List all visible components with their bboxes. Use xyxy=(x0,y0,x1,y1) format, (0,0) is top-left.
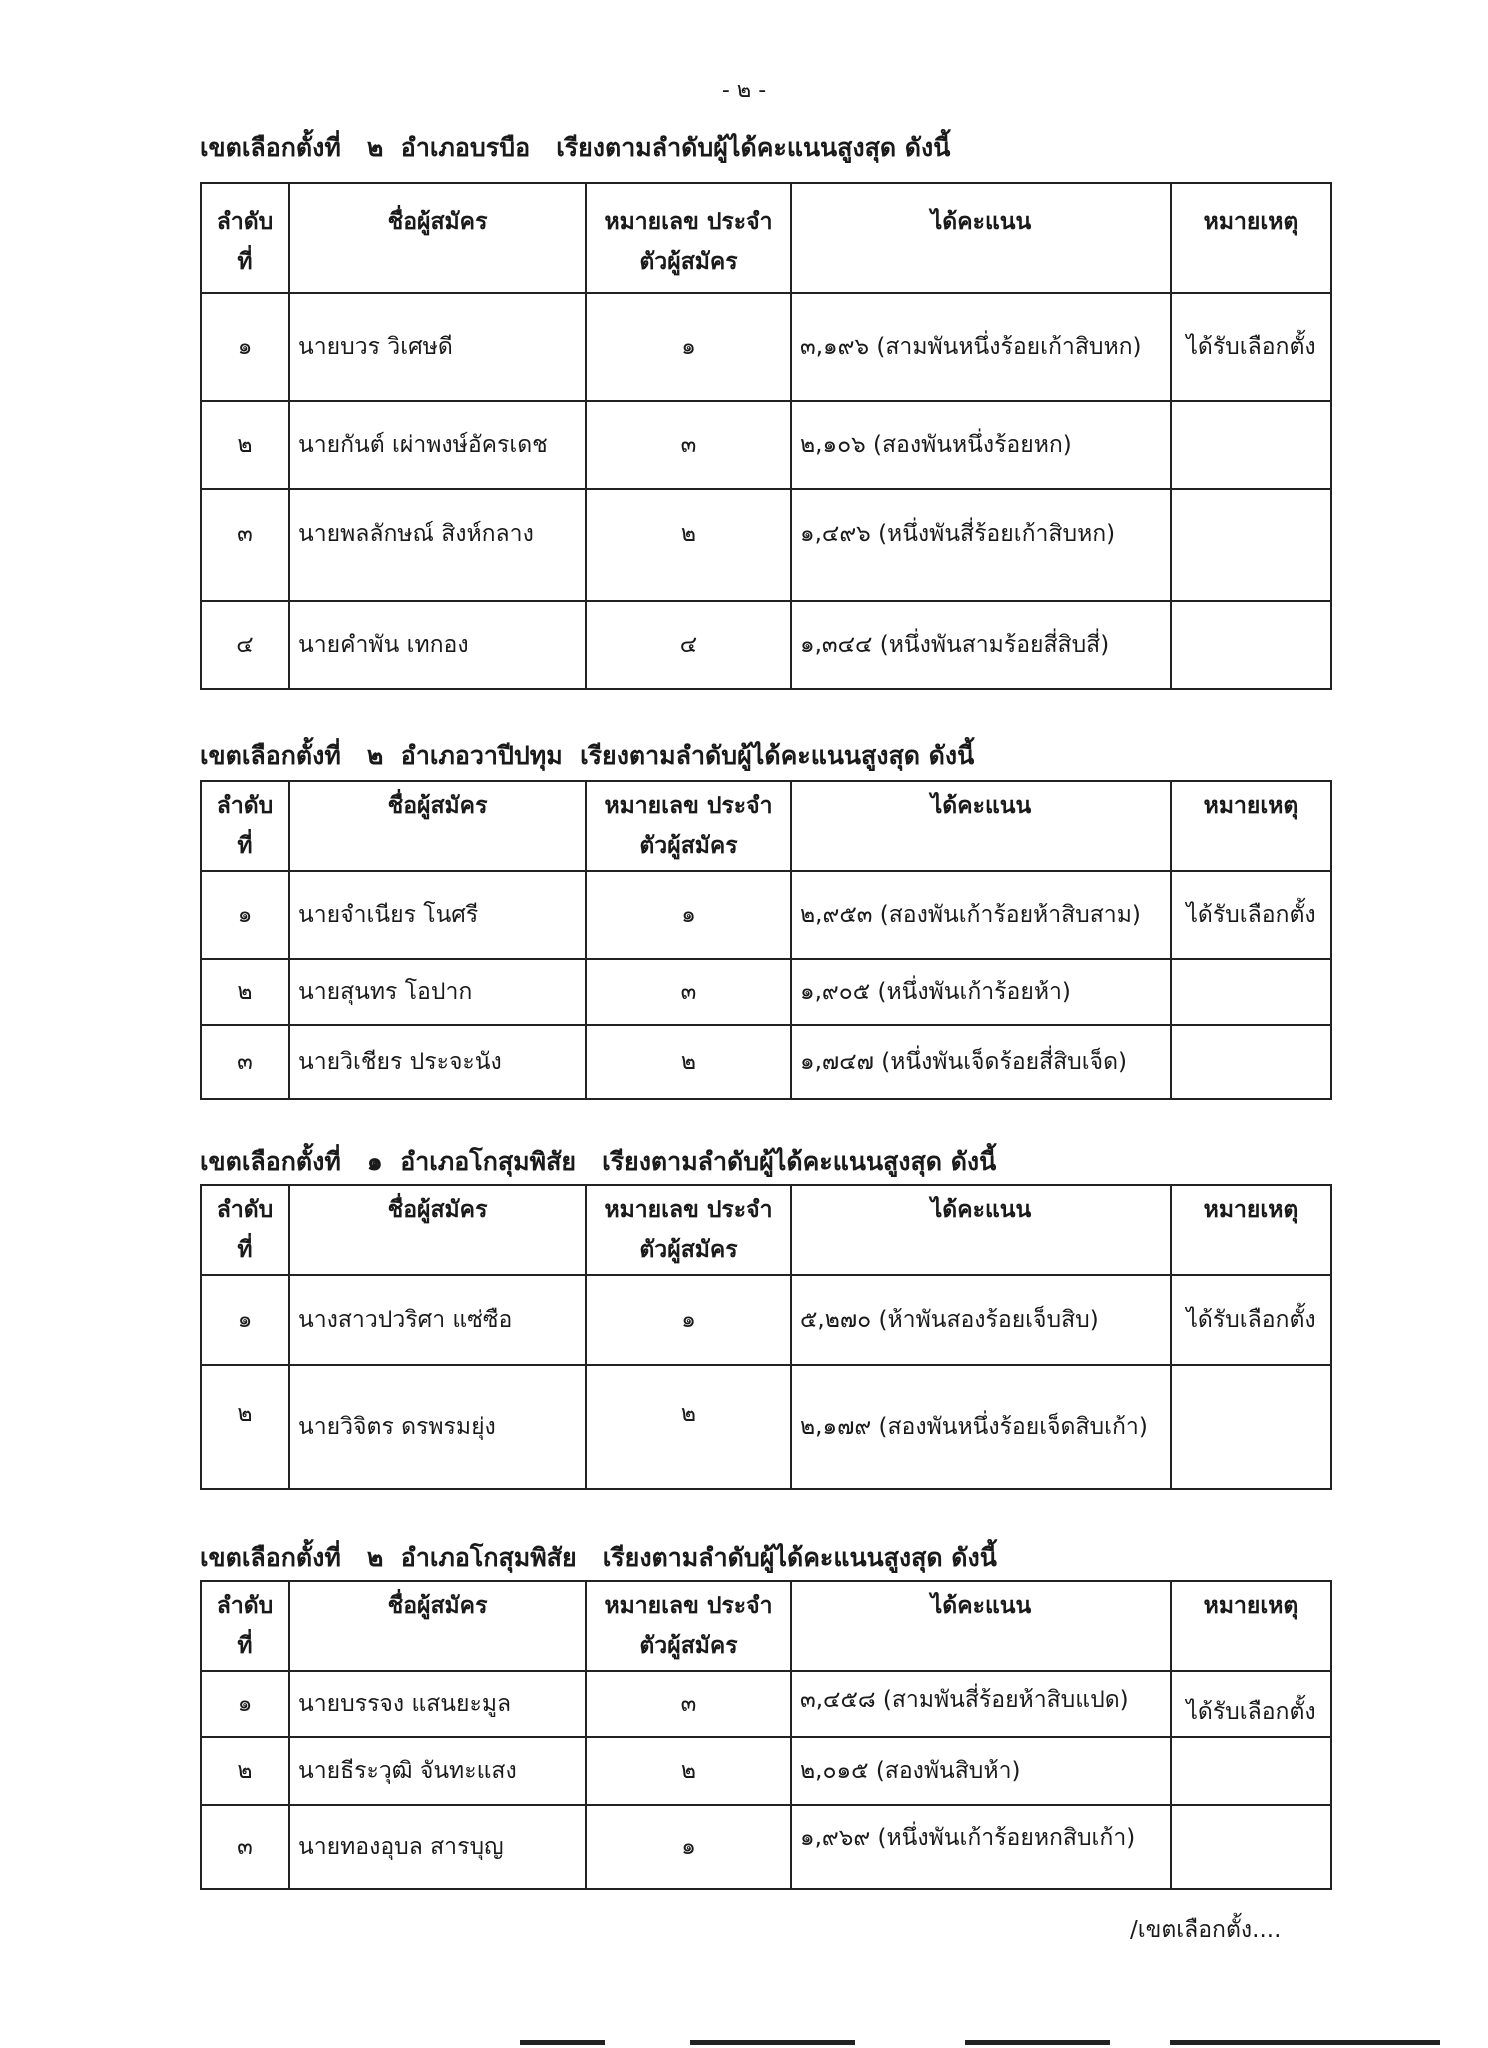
rank-cell: ๒ xyxy=(201,401,289,489)
remark-cell xyxy=(1171,1737,1331,1805)
page-number: - ๒ - xyxy=(721,78,767,103)
number-cell: ๔ xyxy=(586,601,791,689)
votes-cell: ๑,๓๔๔ (หนึ่งพันสามร้อยสี่สิบสี่) xyxy=(791,601,1171,689)
votes-cell: ๓,๑๙๖ (สามพันหนึ่งร้อยเก้าสิบหก) xyxy=(791,293,1171,401)
rank-cell: ๒ xyxy=(201,1365,289,1489)
table-row xyxy=(201,601,1331,689)
rank-cell: ๔ xyxy=(201,601,289,689)
remark-cell xyxy=(1171,1365,1331,1489)
header-rank: ลำดับ ที่ xyxy=(201,183,289,293)
header-name: ชื่อผู้สมัคร xyxy=(289,1581,586,1671)
rank-cell: ๓ xyxy=(201,1805,289,1889)
votes-cell: ๒,๐๑๕ (สองพันสิบห้า) xyxy=(791,1737,1171,1805)
name-cell: นายวิเชียร ประจะนัง xyxy=(289,1025,586,1099)
scan-mark xyxy=(690,2040,855,2045)
table-row xyxy=(201,959,1331,1025)
scan-mark xyxy=(1170,2040,1440,2045)
remark-cell xyxy=(1171,959,1331,1025)
table-row xyxy=(201,401,1331,489)
votes-cell: ๒,๙๕๓ (สองพันเก้าร้อยห้าสิบสาม) xyxy=(791,871,1171,959)
number-cell: ๑ xyxy=(586,871,791,959)
section-heading: เขตเลือกตั้งที่ ๒ อำเภอโกสุมพิสัย เรียงตามลำดับผู้ได้คะแนนสูงสุด ดังนี้ xyxy=(200,1543,997,1572)
name-cell: นายวิจิตร ดรพรมยุ่ง xyxy=(289,1365,586,1489)
name-cell: นายจำเนียร โนศรี xyxy=(289,871,586,959)
rank-cell: ๑ xyxy=(201,1671,289,1737)
header-rank: ลำดับ ที่ xyxy=(201,1581,289,1671)
table-header-row xyxy=(201,183,1331,293)
scan-mark xyxy=(520,2040,605,2045)
table-row xyxy=(201,1671,1331,1737)
section-heading: เขตเลือกตั้งที่ ๒ อำเภอวาปีปทุม เรียงตามลำดับผู้ได้คะแนนสูงสุด ดังนี้ xyxy=(200,741,975,770)
votes-cell: ๕,๒๗๐ (ห้าพันสองร้อยเจ็บสิบ) xyxy=(791,1275,1171,1365)
table-row xyxy=(201,1365,1331,1489)
name-cell: นายบวร วิเศษดี xyxy=(289,293,586,401)
votes-cell: ๒,๑๗๙ (สองพันหนึ่งร้อยเจ็ดสิบเก้า) xyxy=(791,1365,1171,1489)
header-name: ชื่อผู้สมัคร xyxy=(289,1185,586,1275)
votes-cell: ๑,๔๙๖ (หนึ่งพันสี่ร้อยเก้าสิบหก) xyxy=(791,489,1171,601)
name-cell: นางสาวปวริศา แซ่ซือ xyxy=(289,1275,586,1365)
votes-cell: ๒,๑๐๖ (สองพันหนึ่งร้อยหก) xyxy=(791,401,1171,489)
header-number: หมายเลข ประจำตัวผู้สมัคร xyxy=(586,1581,791,1671)
votes-cell: ๑,๙๖๙ (หนึ่งพันเก้าร้อยหกสิบเก้า) xyxy=(791,1805,1171,1889)
rank-cell: ๓ xyxy=(201,489,289,601)
remark-cell: ได้รับเลือกตั้ง xyxy=(1171,1671,1331,1737)
rank-cell: ๑ xyxy=(201,293,289,401)
number-cell: ๓ xyxy=(586,401,791,489)
header-remark: หมายเหตุ xyxy=(1171,781,1331,871)
rank-cell: ๒ xyxy=(201,1737,289,1805)
votes-cell: ๑,๙๐๕ (หนึ่งพันเก้าร้อยห้า) xyxy=(791,959,1171,1025)
section-heading: เขตเลือกตั้งที่ ๒ อำเภอบรบือ เรียงตามลำดับผู้ได้คะแนนสูงสุด ดังนี้ xyxy=(200,133,951,162)
header-votes: ได้คะแนน xyxy=(791,1185,1171,1275)
remark-cell xyxy=(1171,601,1331,689)
number-cell: ๓ xyxy=(586,959,791,1025)
number-cell: ๓ xyxy=(586,1671,791,1737)
rank-cell: ๑ xyxy=(201,1275,289,1365)
name-cell: นายคำพัน เทกอง xyxy=(289,601,586,689)
remark-cell: ได้รับเลือกตั้ง xyxy=(1171,1275,1331,1365)
section-heading: เขตเลือกตั้งที่ ๑ อำเภอโกสุมพิสัย เรียงตามลำดับผู้ได้คะแนนสูงสุด ดังนี้ xyxy=(200,1147,997,1176)
name-cell: นายธีระวุฒิ จันทะแสง xyxy=(289,1737,586,1805)
number-cell: ๑ xyxy=(586,1805,791,1889)
header-rank: ลำดับ ที่ xyxy=(201,781,289,871)
rank-cell: ๓ xyxy=(201,1025,289,1099)
header-remark: หมายเหตุ xyxy=(1171,183,1331,293)
header-number: หมายเลข ประจำตัวผู้สมัคร xyxy=(586,183,791,293)
table-header-row xyxy=(201,1581,1331,1671)
header-remark: หมายเหตุ xyxy=(1171,1581,1331,1671)
table-header-row xyxy=(201,781,1331,871)
name-cell: นายทองอุบล สารบุญ xyxy=(289,1805,586,1889)
table-row xyxy=(201,1805,1331,1889)
header-name: ชื่อผู้สมัคร xyxy=(289,183,586,293)
continuation-note: /เขตเลือกตั้ง.... xyxy=(1130,1917,1282,1943)
table-row xyxy=(201,489,1331,601)
number-cell: ๒ xyxy=(586,489,791,601)
votes-cell: ๓,๔๕๘ (สามพันสี่ร้อยห้าสิบแปด) xyxy=(791,1671,1171,1737)
results-table xyxy=(200,1184,1332,1490)
header-remark: หมายเหตุ xyxy=(1171,1185,1331,1275)
table-row xyxy=(201,1025,1331,1099)
rank-cell: ๑ xyxy=(201,871,289,959)
header-number: หมายเลข ประจำตัวผู้สมัคร xyxy=(586,1185,791,1275)
number-cell: ๒ xyxy=(586,1025,791,1099)
table-row xyxy=(201,871,1331,959)
header-votes: ได้คะแนน xyxy=(791,1581,1171,1671)
number-cell: ๒ xyxy=(586,1737,791,1805)
header-votes: ได้คะแนน xyxy=(791,781,1171,871)
header-votes: ได้คะแนน xyxy=(791,183,1171,293)
number-cell: ๒ xyxy=(586,1365,791,1489)
header-rank: ลำดับ ที่ xyxy=(201,1185,289,1275)
remark-cell xyxy=(1171,401,1331,489)
number-cell: ๑ xyxy=(586,1275,791,1365)
remark-cell: ได้รับเลือกตั้ง xyxy=(1171,871,1331,959)
header-number: หมายเลข ประจำตัวผู้สมัคร xyxy=(586,781,791,871)
scan-mark xyxy=(965,2040,1110,2045)
table-row xyxy=(201,1737,1331,1805)
results-table xyxy=(200,1580,1332,1890)
rank-cell: ๒ xyxy=(201,959,289,1025)
name-cell: นายสุนทร โอปาก xyxy=(289,959,586,1025)
remark-cell xyxy=(1171,489,1331,601)
header-name: ชื่อผู้สมัคร xyxy=(289,781,586,871)
name-cell: นายพลลักษณ์ สิงห์กลาง xyxy=(289,489,586,601)
results-table xyxy=(200,780,1332,1100)
table-header-row xyxy=(201,1185,1331,1275)
name-cell: นายกันต์ เผ่าพงษ์อัครเดช xyxy=(289,401,586,489)
table-row xyxy=(201,293,1331,401)
remark-cell xyxy=(1171,1805,1331,1889)
votes-cell: ๑,๗๔๗ (หนึ่งพันเจ็ดร้อยสี่สิบเจ็ด) xyxy=(791,1025,1171,1099)
number-cell: ๑ xyxy=(586,293,791,401)
table-row xyxy=(201,1275,1331,1365)
remark-cell: ได้รับเลือกตั้ง xyxy=(1171,293,1331,401)
remark-cell xyxy=(1171,1025,1331,1099)
name-cell: นายบรรจง แสนยะมูล xyxy=(289,1671,586,1737)
results-table xyxy=(200,182,1332,690)
